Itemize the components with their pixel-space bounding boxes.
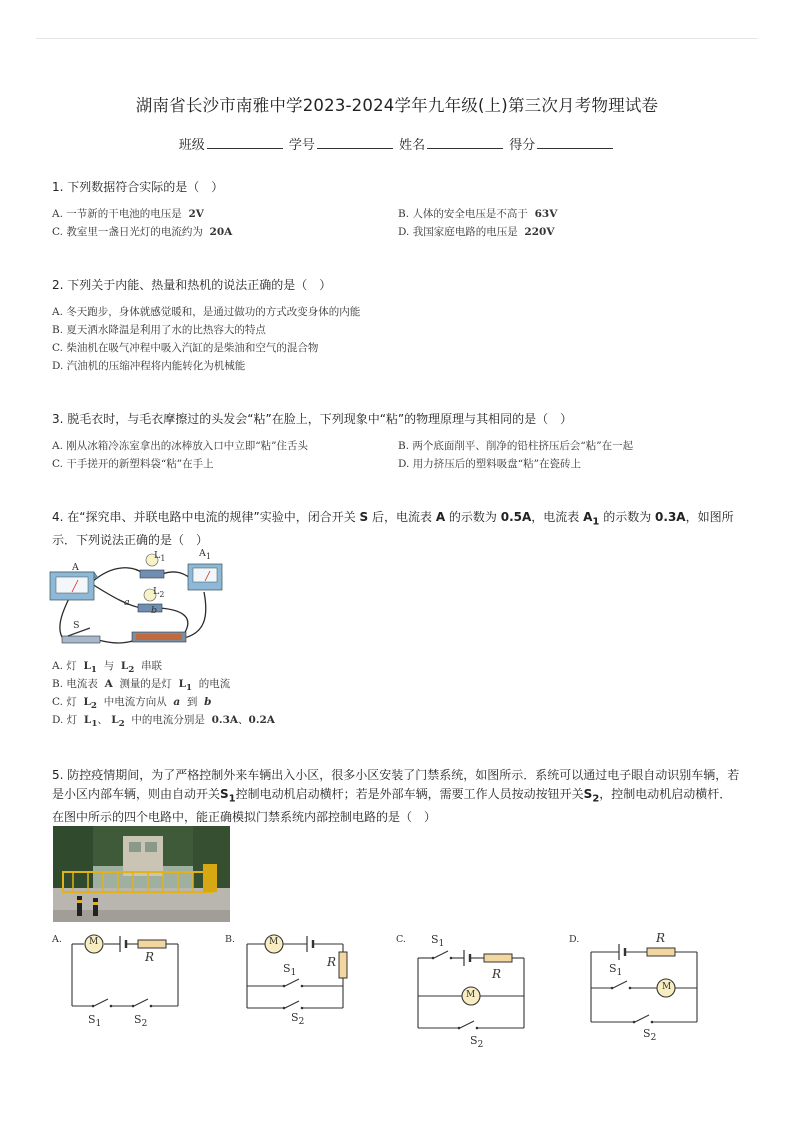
q1-option-c-value: 20A (209, 226, 233, 238)
q1-option-d-value: 220V (524, 226, 555, 238)
q5-circuit-c-s2-letter: S (470, 1034, 478, 1047)
q1-option-a-text: A. 一节新的干电池的电压是 (52, 208, 182, 220)
question-1-stem: 1. 下列数据符合实际的是（ ） (52, 180, 224, 194)
q5-circuit-d (569, 930, 709, 1034)
q4-label-l2-letter: L (153, 586, 160, 597)
q5-stem-line1: 5. 防控疫情期间，为了严格控制外来车辆出入小区，很多小区安装了门禁系统，如图所示．系统可以通过电子眼自动识别车辆，若 (52, 768, 740, 782)
q5-circuit-b-s2-letter: S (291, 1011, 299, 1024)
question-5-stem (52, 766, 744, 827)
q5-stem-part: ，控制电动机启动横杆． (599, 787, 732, 801)
q5-circuit-d-s2 (643, 1027, 656, 1043)
q5-circuit-d-s1 (609, 962, 622, 978)
q1-option-a-value: 2V (188, 208, 204, 220)
q4-reading-a1: 0.3A (655, 510, 686, 524)
q3-option-c[interactable]: C. 干手搓开的新塑料袋“粘”在手上 (52, 458, 214, 470)
question-3-stem: 3. 脱毛衣时，与毛衣摩擦过的头发会“粘”在脸上，下列现象中“粘”的物理原理与其相同的是（ ） (52, 412, 573, 426)
q2-option-b[interactable]: B. 夏天洒水降温是利用了水的比热容大的特点 (52, 324, 266, 336)
q5-circuit-b-s2 (291, 1011, 304, 1027)
q4-opt-text: C. 灯 (52, 696, 77, 708)
q2-option-d[interactable]: D. 汽油机的压缩冲程将内能转化为机械能 (52, 360, 246, 372)
q4-opt-text: 与 (103, 660, 115, 672)
q4-opt-symbol: b (204, 696, 212, 708)
q1-option-b-text: B. 人体的安全电压是不高于 (398, 208, 528, 220)
q4-opt-text: 串联 (140, 660, 162, 672)
q4-label-ammeter-a1-sub: 1 (205, 551, 211, 561)
q4-opt-symbol: L (178, 678, 187, 690)
q4-label-ammeter-a: A (72, 562, 79, 573)
q4-opt-sub: 1 (91, 719, 98, 730)
q4-opt-symbol: L (83, 714, 92, 726)
q4-opt-text: 的电流 (198, 678, 231, 690)
q4-label-a-point: a (124, 597, 130, 608)
q4-opt-text: 、 (97, 714, 108, 726)
q4-opt-sub: 2 (128, 665, 135, 676)
q2-option-a[interactable]: A. 冬天跑步，身体就感觉暖和，是通过做功的方式改变身体的内能 (52, 306, 361, 318)
q5-s2-sub: 2 (592, 793, 600, 805)
name-blank[interactable] (427, 138, 503, 149)
q5-circuit-d-s2-sub: 2 (650, 1032, 657, 1044)
q4-label-b-point: b (151, 605, 158, 616)
q5-circuit-c-label[interactable]: C. (396, 934, 406, 945)
q4-opt-symbol: L (83, 696, 91, 708)
q4-label-l1-sub: 1 (160, 553, 166, 563)
q5-circuit-d-motor: M (662, 982, 672, 992)
q4-opt-text: 测量的是灯 (119, 678, 172, 690)
q5-circuit-c-s2-sub: 2 (477, 1039, 484, 1051)
q5-circuit-a (52, 930, 202, 1034)
q4-label-l2-sub: 2 (159, 589, 165, 599)
q5-circuit-b-s1-sub: 1 (290, 967, 297, 979)
q5-circuit-c-s1-sub: 1 (438, 938, 445, 950)
q4-option-d[interactable] (52, 712, 275, 729)
q5-circuit-c-r: R (492, 967, 502, 981)
q5-s1-symbol: S (220, 787, 229, 801)
q4-option-b[interactable] (52, 676, 230, 693)
q5-circuit-a-s1 (88, 1013, 101, 1029)
class-label: 班级 (178, 138, 205, 153)
number-label: 学号 (288, 138, 315, 153)
q5-circuit-c-motor: M (466, 990, 476, 1000)
q5-circuit-d-label[interactable]: D. (569, 934, 580, 945)
q5-stem-part: 是小区内部车辆，则由自动开关 (52, 787, 221, 801)
q3-option-a[interactable]: A. 刚从冰箱冷冻室拿出的冰棒放入口中立即“粘”住舌头 (52, 440, 308, 452)
q4-opt-text: A. 灯 (52, 660, 77, 672)
q5-circuit-a-r: R (145, 950, 155, 964)
q5-circuit-b-r: R (327, 955, 337, 969)
q3-option-d[interactable]: D. 用力挤压后的塑料吸盘“粘”在瓷砖上 (398, 458, 581, 470)
q4-label-l2 (153, 586, 164, 599)
question-4-stem (52, 508, 744, 550)
q1-option-b[interactable] (398, 206, 557, 221)
q4-label-l1-letter: L (154, 550, 161, 561)
q5-stem-line2 (52, 785, 744, 808)
q4-opt-symbol: L (111, 714, 119, 726)
question-2-stem: 2. 下列关于内能、热量和热机的说法正确的是（ ） (52, 278, 332, 292)
q5-circuit-a-s1-sub: 1 (95, 1018, 102, 1030)
q1-option-c-text: C. 教室里一盏日光灯的电流约为 (52, 226, 203, 238)
q5-circuit-b-motor: M (269, 937, 279, 947)
q5-circuit-a-s1-letter: S (88, 1013, 96, 1026)
q4-stem-part: ，电流表 (531, 510, 584, 524)
q1-option-b-value: 63V (534, 208, 558, 220)
q4-opt-symbol: a (173, 696, 181, 708)
q4-stem-part: 的示数为 (445, 510, 501, 524)
q1-option-c[interactable] (52, 224, 232, 239)
q4-option-a[interactable] (52, 658, 162, 675)
q4-label-switch: S (73, 620, 80, 631)
q4-option-c[interactable] (52, 694, 211, 711)
q5-circuit-a-s2 (134, 1013, 147, 1029)
q5-circuit-d-s2-letter: S (643, 1027, 651, 1040)
q4-opt-value: 0.3A (211, 714, 239, 726)
q4-ammeter1-symbol: A (583, 510, 593, 524)
q5-circuit-c-s2 (470, 1034, 483, 1050)
q5-s1-sub: 1 (228, 793, 236, 805)
student-info-line (0, 134, 794, 153)
q5-stem-part: 控制电动机启动横杆；若是外部车辆，需要工作人员按动按钮开关 (235, 787, 584, 801)
q5-circuit-c (396, 930, 536, 1034)
q4-label-ammeter-a1-letter: A (199, 548, 206, 559)
q5-circuit-c-s1-letter: S (431, 933, 439, 946)
q5-circuit-c-s1 (431, 933, 444, 949)
score-blank[interactable] (537, 138, 613, 149)
q4-opt-symbol: L (83, 660, 91, 672)
q4-opt-value: 0.2A (248, 714, 275, 726)
q5-stem-line3: 在图中所示的四个电路中，能正确模拟门禁系统内部控制电路的是（ ） (52, 810, 437, 825)
q4-switch-symbol: S (359, 510, 369, 524)
top-divider (36, 38, 758, 39)
q5-circuit-a-s2-letter: S (134, 1013, 142, 1026)
q5-circuit-b-s1 (283, 962, 296, 978)
q4-ammeter1-sub: 1 (592, 516, 600, 528)
q4-opt-text: 中的电流分别是 (131, 714, 205, 726)
q5-circuit-d-s1-letter: S (609, 962, 617, 975)
q5-circuit-a-label[interactable]: A. (52, 934, 62, 945)
q5-circuit-a-s2-sub: 2 (141, 1018, 148, 1030)
q4-reading-a: 0.5A (500, 510, 532, 524)
q4-opt-symbol: A (104, 678, 113, 690)
q4-opt-text: 到 (186, 696, 198, 708)
q4-opt-text: B. 电流表 (52, 678, 98, 690)
q4-stem-part: 的示数为 (599, 510, 656, 524)
q1-option-d[interactable] (398, 224, 555, 239)
q5-gate-photo (53, 826, 230, 922)
name-label: 姓名 (399, 138, 426, 153)
q5-circuit-b-s2-sub: 2 (298, 1016, 305, 1028)
q4-stem-part: 后，电流表 (368, 510, 436, 524)
q4-opt-text: 、 (238, 714, 249, 726)
page-title: 湖南省长沙市南雅中学2023-2024学年九年级(上)第三次月考物理试卷 (135, 96, 659, 115)
q4-opt-sub: 2 (118, 719, 125, 730)
q4-opt-sub: 2 (90, 701, 98, 712)
score-label: 得分 (509, 138, 536, 153)
q1-option-d-text: D. 我国家庭电路的电压是 (398, 226, 518, 238)
q4-opt-text: 中电流方向从 (103, 696, 167, 708)
q4-label-l1 (154, 550, 165, 563)
q4-opt-text: D. 灯 (52, 714, 78, 726)
q2-option-c[interactable]: C. 柴油机在吸气冲程中吸入汽缸的是柴油和空气的混合物 (52, 342, 319, 354)
q4-label-ammeter-a1 (199, 548, 211, 561)
q5-circuit-b-label[interactable]: B. (225, 934, 236, 945)
q1-option-a[interactable] (52, 206, 204, 221)
q5-circuit-d-r: R (656, 931, 666, 945)
q4-stem-part: ，如图所示．下列说法正确的是（ ） (52, 510, 734, 548)
number-blank[interactable] (317, 138, 393, 149)
q4-ammeter-symbol: A (435, 510, 446, 524)
q4-stem-part: 4. 在“探究串、并联电路中电流的规律”实验中，闭合开关 (52, 510, 360, 524)
q5-circuit-b-s1-letter: S (283, 962, 291, 975)
q4-opt-sub: 1 (90, 665, 97, 676)
q5-s2-symbol: S (583, 787, 593, 801)
q3-option-b[interactable]: B. 两个底面削平、削净的铅柱挤压后会“粘”在一起 (398, 440, 634, 452)
q5-circuit-d-s1-sub: 1 (616, 967, 623, 979)
q5-circuit-a-motor: M (89, 937, 99, 947)
q4-opt-symbol: L (120, 660, 129, 672)
q4-opt-sub: 1 (186, 683, 193, 694)
class-blank[interactable] (207, 138, 283, 149)
